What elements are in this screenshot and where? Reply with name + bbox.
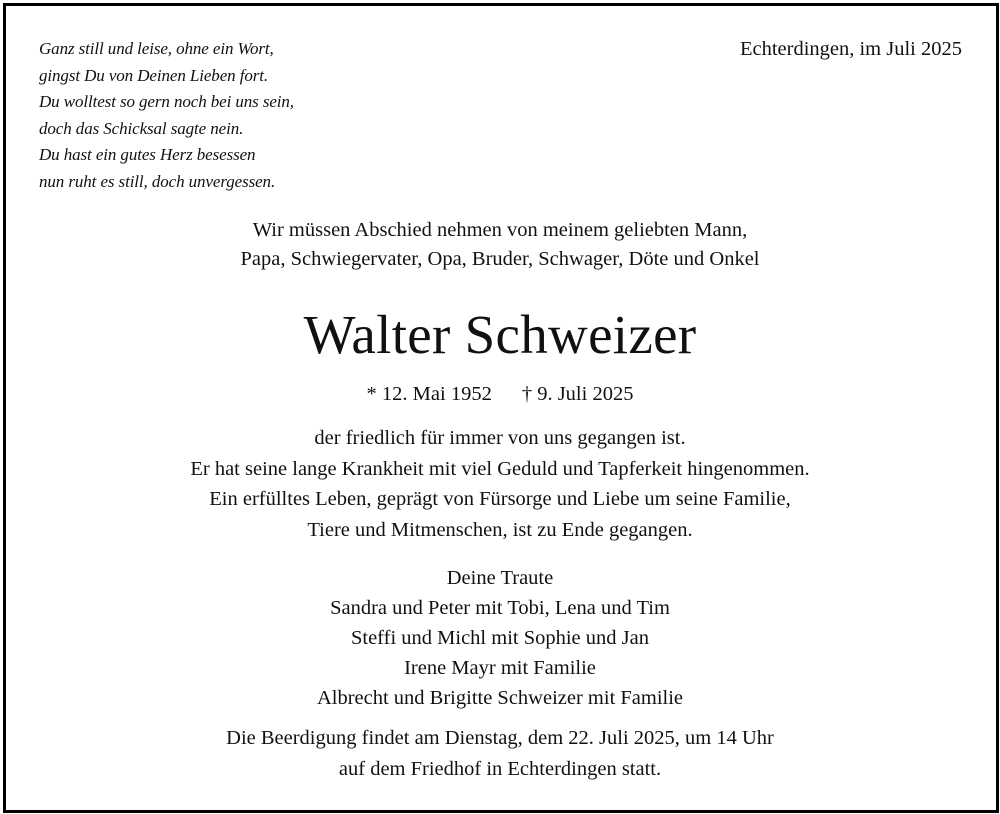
mourners-list <box>0 563 1000 713</box>
poem-line: Ganz still und leise, ohne ein Wort, <box>39 39 274 58</box>
funeral-line: Die Beerdigung findet am Dienstag, dem 22. Juli 2025, um 14 Uhr <box>226 727 774 749</box>
poem-line: Du hast ein gutes Herz besessen <box>39 145 256 164</box>
poem-line: gingst Du von Deinen Lieben fort. <box>39 65 269 85</box>
intro-text <box>0 216 1000 274</box>
obituary-text <box>0 423 1000 545</box>
poem-line: nun ruht es still, doch unvergessen. <box>39 171 276 191</box>
funeral-info <box>0 723 1000 784</box>
poem-line: Du wolltest so gern noch bei uns sein, <box>39 92 294 111</box>
mourner-line: Steffi und Michl mit Sophie und Jan <box>350 627 649 649</box>
mourner-line: Irene Mayr mit Familie <box>404 657 596 679</box>
text-line: Ein erfülltes Leben, geprägt von Fürsorge und Liebe um seine Familie, <box>209 488 791 510</box>
funeral-line: auf dem Friedhof in Echterdingen statt. <box>338 757 662 780</box>
mourner-line: Albrecht und Brigitte Schweizer mit Familie <box>316 687 684 709</box>
mourner-line: Sandra und Peter mit Tobi, Lena und Tim <box>330 597 670 619</box>
poem-line: doch das Schicksal sagte nein. <box>39 118 244 138</box>
text-line: Er hat seine lange Krankheit mit viel Geduld und Tapferkeit hingenommen. <box>190 457 810 480</box>
memorial-poem <box>39 36 294 195</box>
text-line: der friedlich für immer von uns gegangen ist. <box>314 427 686 449</box>
life-dates <box>0 379 1000 409</box>
mourner-line: Deine Traute <box>446 567 554 589</box>
deceased-name: Walter Schweizer <box>303 304 697 365</box>
text-line: Tiere und Mitmenschen, ist zu Ende gegangen. <box>307 518 693 541</box>
intro-line: Wir müssen Abschied nehmen von meinem geliebten Mann, <box>252 219 748 241</box>
death-date: † 9. Juli 2025 <box>521 383 634 405</box>
place-and-date: Echterdingen, im Juli 2025 <box>739 38 962 60</box>
birth-date: * 12. Mai 1952 <box>366 383 492 405</box>
intro-line: Papa, Schwiegervater, Opa, Bruder, Schwager, Döte und Onkel <box>240 248 760 270</box>
